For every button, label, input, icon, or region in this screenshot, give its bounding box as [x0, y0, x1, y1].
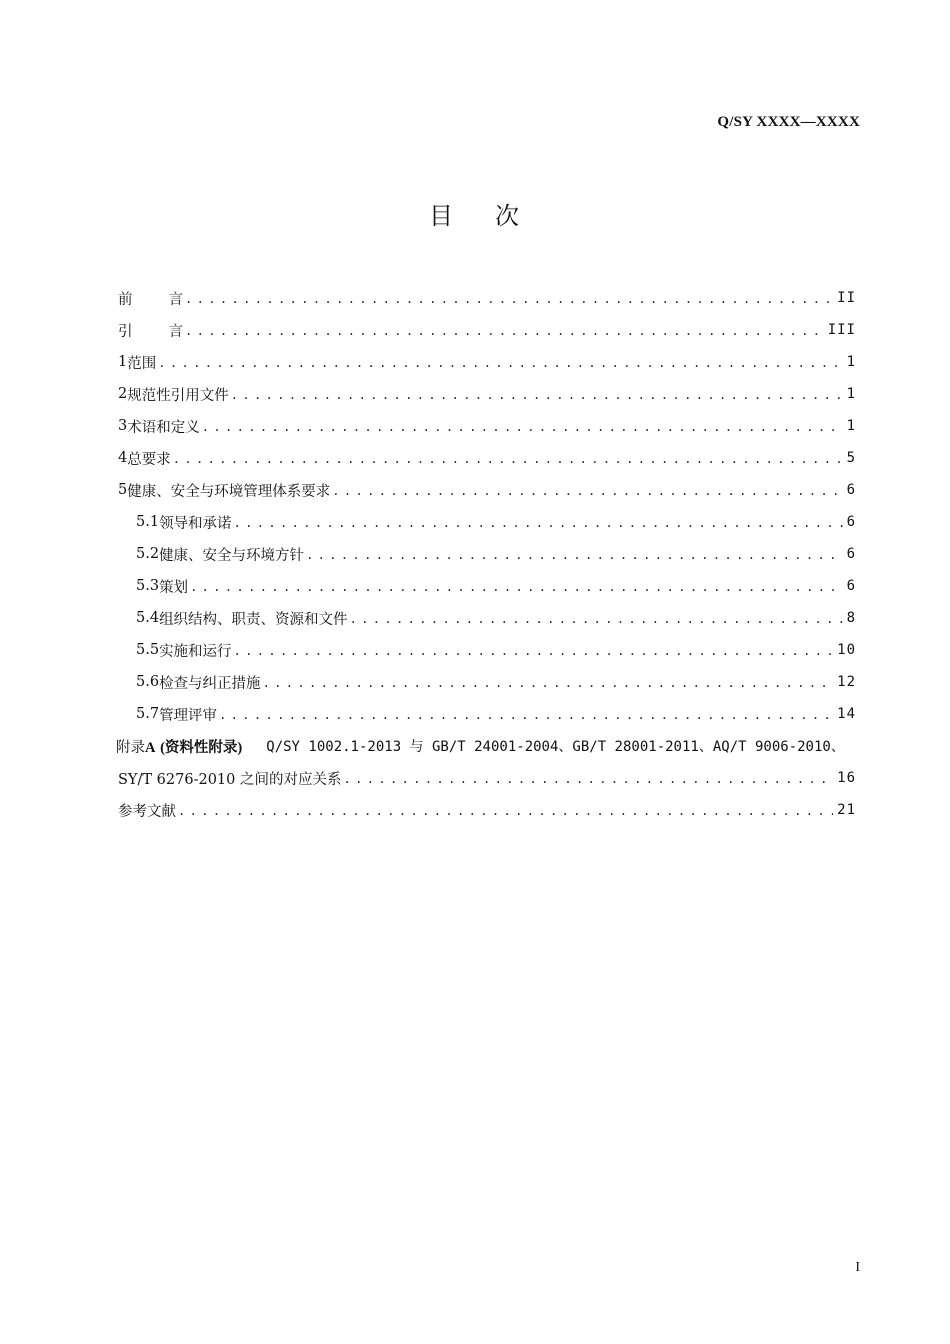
document-code: Q/SY XXXX—XXXX: [717, 114, 860, 130]
dot-leader: [178, 804, 833, 818]
dot-leader: [343, 772, 833, 786]
toc-title-part1: 目: [429, 202, 455, 230]
toc-entry-label: 总要求: [127, 451, 171, 468]
toc-page-number: 16: [837, 770, 856, 786]
toc-entry-label: 实施和运行: [159, 643, 232, 660]
toc-entry-references[interactable]: [118, 794, 856, 826]
toc-page-number: 6: [846, 578, 856, 594]
toc-title: [0, 196, 950, 231]
footer-page-number: I: [855, 1260, 860, 1275]
dot-leader: [350, 612, 843, 626]
toc-entry-label: 管理评审: [159, 707, 218, 724]
table-of-contents: [118, 282, 856, 826]
dot-leader: [158, 356, 842, 370]
toc-entry-5-1[interactable]: [118, 506, 856, 538]
dot-leader: [173, 452, 843, 466]
toc-entry-5-3[interactable]: [118, 570, 856, 602]
appendix-label: 附录A (资料性附录): [116, 739, 243, 756]
dot-leader: [306, 548, 843, 562]
toc-entry-5-2[interactable]: [118, 538, 856, 570]
toc-entry-1[interactable]: [118, 346, 856, 378]
toc-entry-number: 5.2: [136, 546, 160, 562]
toc-entry-5-4[interactable]: [118, 602, 856, 634]
toc-entry-label: 组织结构、职责、资源和文件: [159, 611, 348, 628]
dot-leader: [234, 644, 834, 658]
toc-page-number: 10: [837, 642, 856, 658]
dot-leader: [231, 388, 843, 402]
toc-entry-3[interactable]: [118, 410, 856, 442]
toc-entry-number: 5.6: [136, 674, 160, 690]
toc-entry-4[interactable]: [118, 442, 856, 474]
toc-page-number: 8: [846, 610, 856, 626]
toc-page-number: 1: [846, 386, 856, 402]
toc-entry-2[interactable]: [118, 378, 856, 410]
toc-entry-number: 5.1: [136, 514, 160, 530]
toc-entry-appendix-a[interactable]: [116, 730, 856, 762]
toc-entry-label: 范围: [127, 355, 157, 372]
toc-page-number: 1: [846, 354, 856, 370]
toc-page-number: 6: [846, 482, 856, 498]
toc-entry-5-7[interactable]: [118, 698, 856, 730]
toc-entry-label: 检查与纠正措施: [159, 675, 261, 692]
toc-entry-label: 健康、安全与环境管理体系要求: [127, 483, 331, 500]
appendix-title-line2: SY/T 6276-2010 之间的对应关系: [118, 771, 342, 788]
toc-page-number: 21: [837, 802, 856, 818]
toc-entry-label: 领导和承诺: [159, 515, 232, 532]
toc-page-number: II: [837, 290, 856, 306]
toc-entry-5[interactable]: [118, 474, 856, 506]
toc-page-number: 1: [846, 418, 856, 434]
toc-entry-5-6[interactable]: [118, 666, 856, 698]
toc-page-number: 12: [837, 674, 856, 690]
toc-entry-number: 5: [118, 482, 128, 498]
dot-leader: [219, 708, 833, 722]
toc-entry-number: 3: [118, 418, 128, 434]
dot-leader: [332, 484, 842, 498]
appendix-title-line1: Q/SY 1002.1-2013 与 GB/T 24001-2004、GB/T 28001-2011、AQ/T 9006-2010、: [266, 739, 845, 755]
toc-page-number: III: [827, 322, 856, 338]
toc-entry-label: 引 言: [118, 323, 183, 340]
toc-entry-5-5[interactable]: [118, 634, 856, 666]
toc-page-number: 6: [846, 546, 856, 562]
toc-entry-foreword[interactable]: [118, 282, 856, 314]
toc-entry-label: 健康、安全与环境方针: [159, 547, 305, 564]
toc-entry-label: 参考文献: [118, 803, 176, 820]
toc-entry-appendix-a-cont[interactable]: [118, 762, 856, 794]
dot-leader: [202, 420, 843, 434]
toc-entry-label: 规范性引用文件: [127, 387, 229, 404]
dot-leader: [185, 324, 824, 338]
toc-page-number: 5: [846, 450, 856, 466]
dot-leader: [185, 292, 833, 306]
dot-leader: [263, 676, 834, 690]
toc-entry-label: 术语和定义: [127, 419, 200, 436]
toc-page-number: 6: [846, 514, 856, 530]
toc-entry-number: 5.5: [136, 642, 160, 658]
toc-entry-number: 5.3: [136, 578, 160, 594]
toc-entry-number: 5.7: [136, 706, 160, 722]
toc-page-number: 14: [837, 706, 856, 722]
dot-leader: [190, 580, 843, 594]
toc-entry-number: 4: [118, 450, 128, 466]
toc-entry-label: 前 言: [118, 291, 183, 308]
toc-entry-introduction[interactable]: [118, 314, 856, 346]
toc-entry-number: 1: [118, 354, 128, 370]
toc-entry-number: 2: [118, 386, 128, 402]
toc-entry-label: 策划: [159, 579, 189, 596]
dot-leader: [234, 516, 843, 530]
toc-title-part2: 次: [495, 202, 521, 230]
toc-entry-number: 5.4: [136, 610, 160, 626]
